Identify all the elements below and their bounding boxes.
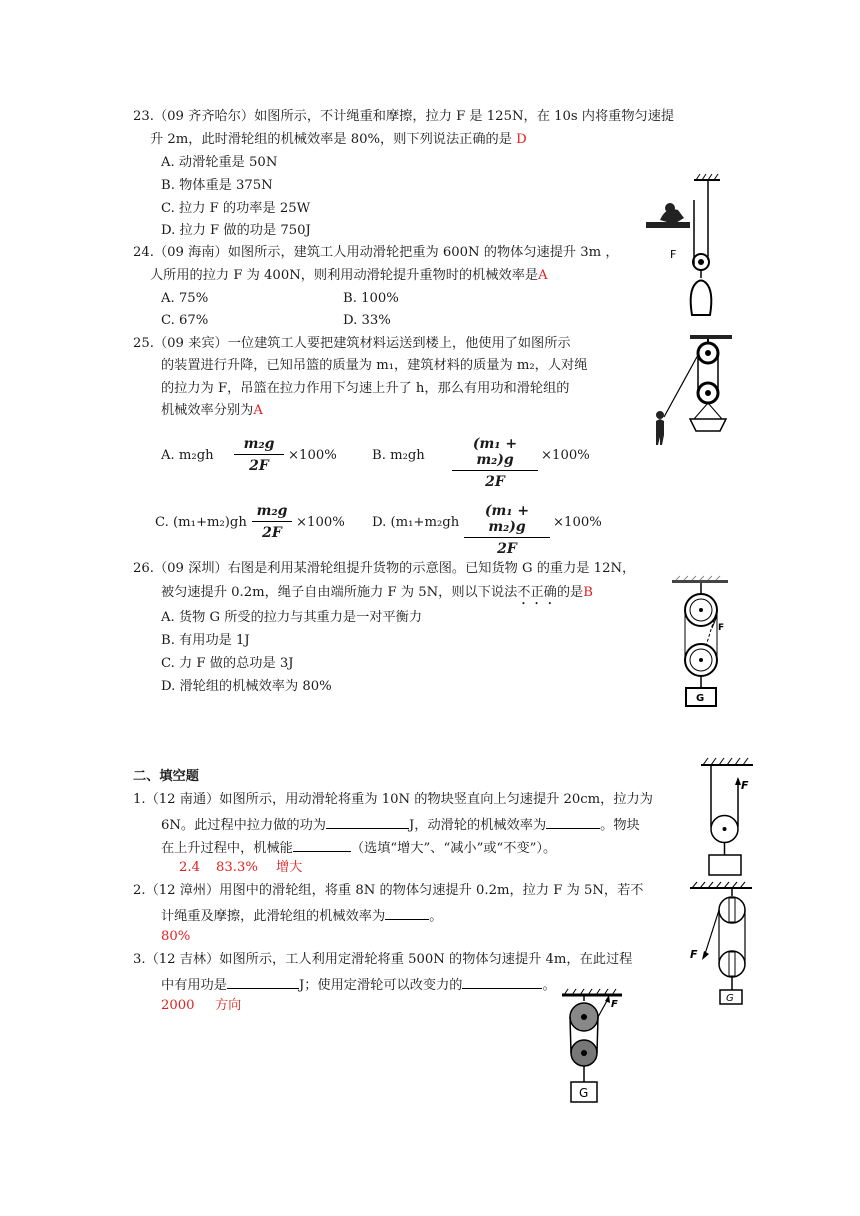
q24-answer: A <box>538 268 548 283</box>
f1-answer-1: 2.4 <box>179 860 200 875</box>
f1-stem-line2 <box>161 816 640 832</box>
f1-stem-line3 <box>161 839 556 855</box>
f1-stem-text-a: 6N。此过程中拉力做的功为 <box>161 818 326 833</box>
q24-option-b: B. 100% <box>343 291 399 306</box>
f2-figure-force-label: F <box>690 948 698 961</box>
q26-pulley-figure <box>672 574 730 710</box>
f2-answer: 80% <box>161 929 191 944</box>
q26-emphasis: 不正确 <box>517 585 557 600</box>
q25-option-a-percent: ×100% <box>288 448 337 463</box>
f3-blank-useful-work[interactable] <box>227 976 299 989</box>
q25-stem-line3: 的拉力为 F，吊篮在拉力作用下匀速上升了 h，那么有用功和滑轮组的 <box>161 381 570 396</box>
q25-option-c-numerator: m₂g <box>252 503 292 522</box>
f1-stem-text-d: 在上升过程中，机械能 <box>161 841 293 856</box>
q25-option-d-numerator: (m₁ + m₂)g <box>464 503 550 538</box>
q25-option-b: B. m₂gh <box>372 448 425 463</box>
q25-option-c: C. (m₁+m₂)gh <box>155 515 247 530</box>
q25-option-c-denominator: 2F <box>262 525 282 541</box>
q23-option-b: B. 物体重是 375N <box>161 178 273 193</box>
q26-option-b: B. 有用功是 1J <box>161 633 250 648</box>
f3-pulley-figure <box>560 985 630 1107</box>
q25-option-d-percent: ×100% <box>553 515 602 530</box>
q25-option-b-percent: ×100% <box>541 448 590 463</box>
q23-stem-text: 升 2m，此时滑轮组的机械效率是 80%，则下列说法正确的是 <box>150 132 512 147</box>
q24-pulley-figure <box>646 170 724 320</box>
q26-option-d: D. 滑轮组的机械效率为 80% <box>161 679 332 694</box>
f3-stem-line1: 3.（12 吉林）如图所示，工人利用定滑轮将重 500N 的物体匀速提升 4m，在此过程 <box>133 952 633 967</box>
f3-stem-text-c: 。 <box>542 978 556 993</box>
q26-option-c: C. 力 F 做的总功是 3J <box>161 656 294 671</box>
q25-pulley-figure <box>646 333 732 449</box>
q23-answer: D <box>516 132 527 147</box>
q23-stem-line2 <box>150 133 527 146</box>
q25-option-b-numerator: (m₁ + m₂)g <box>452 436 538 471</box>
f1-blank-mech-energy[interactable] <box>293 839 351 852</box>
f1-pulley-figure <box>697 755 755 877</box>
f2-blank-efficiency[interactable] <box>385 907 429 920</box>
f2-figure-weight-label: G <box>726 993 734 1004</box>
f2-stem-text-tail: 。 <box>429 909 443 924</box>
q25-option-c-fraction <box>252 503 292 541</box>
q26-answer: B <box>583 585 593 600</box>
f2-stem-line2 <box>161 907 442 923</box>
q24-option-d: D. 33% <box>343 313 391 328</box>
q23-option-d: D. 拉力 F 做的功是 750J <box>161 223 311 238</box>
section-title: 二、填空题 <box>133 769 199 784</box>
f1-stem-text-e: （选填“增大”、“减小”或“不变”）。 <box>350 841 557 856</box>
q25-stem-text: 机械效率分别为 <box>161 403 254 418</box>
q24-stem-line2 <box>150 269 548 282</box>
q24-option-a: A. 75% <box>161 291 209 306</box>
q26-stem-line1: 26.（09 深圳）右图是利用某滑轮组提升货物的示意图。已知货物 G 的重力是 12N， <box>133 561 636 576</box>
f2-pulley-figure <box>688 880 754 1010</box>
q26-stem-line2 <box>161 585 593 608</box>
q25-option-b-fraction <box>452 436 538 490</box>
q25-stem-line1: 25.（09 来宾）一位建筑工人要把建筑材料运送到楼上，他使用了如图所示 <box>133 336 571 351</box>
q25-option-d: D. (m₁+m₂gh <box>372 515 460 530</box>
q25-option-d-fraction <box>464 503 550 557</box>
f3-stem-text-b: J；使用定滑轮可以改变力的 <box>298 978 463 993</box>
q26-stem-text: 被匀速提升 0.2m，绳子自由端所施力 F 为 5N，则以下说法 <box>161 585 518 600</box>
q26-option-a: A. 货物 G 所受的拉力与其重力是一对平衡力 <box>161 610 423 625</box>
q23-option-c: C. 拉力 F 的功率是 25W <box>161 201 311 216</box>
f1-stem-text-c: 。物块 <box>600 818 640 833</box>
q26-stem-text-tail: 的是 <box>556 585 584 600</box>
q26-figure-weight-label: G <box>696 693 705 704</box>
f1-figure-force-label: F <box>741 779 749 792</box>
f3-stem-text-a: 中有用功是 <box>161 978 227 993</box>
f3-stem-line2 <box>161 976 556 992</box>
f3-figure-weight-label: G <box>579 1086 589 1100</box>
q25-option-b-denominator: 2F <box>485 474 505 490</box>
f1-stem-text-b: J，动滑轮的机械效率为 <box>409 818 547 833</box>
q25-option-a-denominator: 2F <box>249 458 269 474</box>
q25-option-d-denominator: 2F <box>497 541 517 557</box>
q25-answer: A <box>253 403 263 418</box>
q24-stem-text: 人所用的拉力 F 为 400N，则利用动滑轮提升重物时的机械效率是 <box>150 268 539 283</box>
q24-figure-label: F <box>670 248 677 261</box>
f1-answer-2: 83.3% <box>216 860 258 875</box>
f1-answer-3: 增大 <box>276 860 303 875</box>
q25-option-a-fraction <box>234 436 284 474</box>
q23-option-a: A. 动滑轮重是 50N <box>161 155 278 170</box>
q25-option-a: A. m₂gh <box>161 448 214 463</box>
q24-option-c: C. 67% <box>161 313 209 328</box>
f1-stem-line1: 1.（12 南通）如图所示，用动滑轮将重为 10N 的物块竖直向上匀速提升 20cm，拉力为 <box>133 792 653 807</box>
f2-stem-text: 计绳重及摩擦，此滑轮组的机械效率为 <box>161 909 386 924</box>
q25-stem-line2: 的装置进行升降，已知吊篮的质量为 m₁，建筑材料的质量为 m₂，人对绳 <box>161 358 588 373</box>
f3-answer-1: 2000 <box>161 998 195 1013</box>
q25-option-c-percent: ×100% <box>296 515 345 530</box>
q25-stem-line4 <box>161 404 263 417</box>
q25-option-a-numerator: m₂g <box>234 436 284 455</box>
f1-blank-work[interactable] <box>326 816 409 829</box>
f3-blank-direction[interactable] <box>462 976 542 989</box>
f1-blank-efficiency[interactable] <box>546 816 600 829</box>
f2-stem-line1: 2.（12 漳州）用图中的滑轮组，将重 8N 的物体匀速提升 0.2m，拉力 F 为 5N，若不 <box>133 883 644 898</box>
q24-stem-line1: 24.（09 海南）如图所示，建筑工人用动滑轮把重为 600N 的物体匀速提升 3m ， <box>133 245 619 260</box>
f3-figure-force-label: F <box>611 999 618 1010</box>
q23-stem-line1: 23.（09 齐齐哈尔）如图所示，不计绳重和摩擦，拉力 F 是 125N，在 10s 内将重物匀速提 <box>133 109 675 124</box>
f3-answer-2: 方向 <box>215 998 242 1013</box>
q26-figure-force-label: F <box>718 623 725 633</box>
